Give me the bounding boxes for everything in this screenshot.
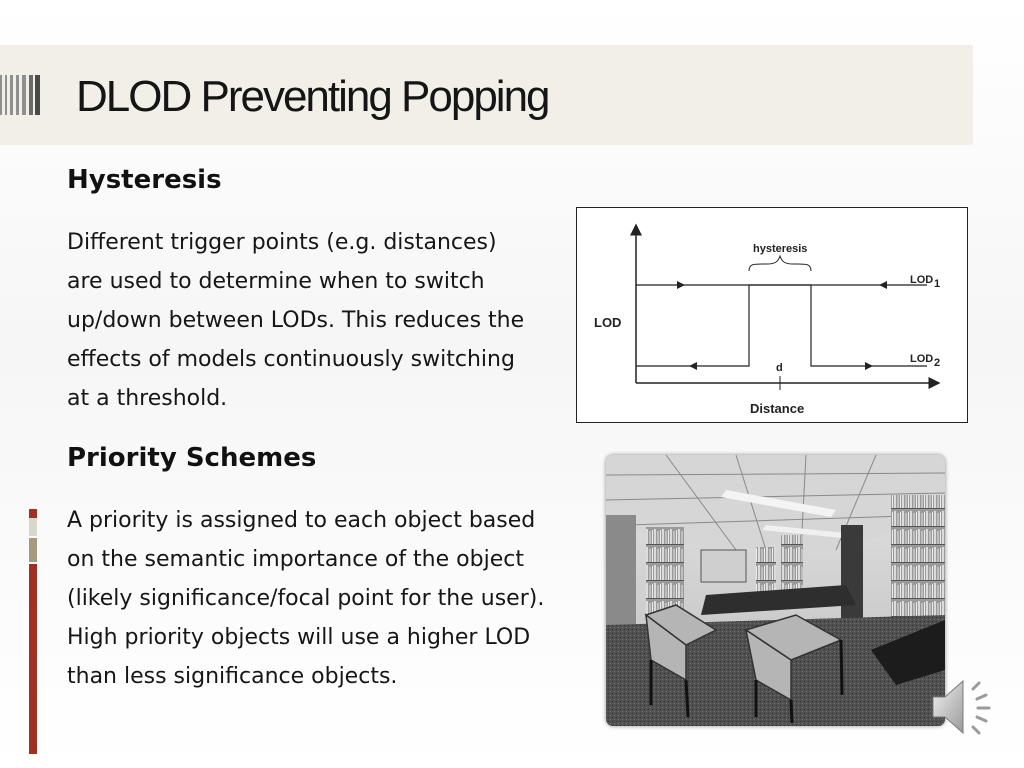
left-accent-bar-tan	[29, 538, 37, 562]
arrow-upper-right	[677, 281, 685, 289]
lod-upper-path	[636, 285, 927, 366]
slide-title: DLOD Preventing Popping	[76, 72, 549, 121]
hysteresis-label: hysteresis	[753, 243, 808, 255]
y-axis-label: LOD	[594, 315, 622, 330]
lod-lower-path	[636, 285, 927, 366]
hysteresis-brace	[749, 256, 811, 271]
arrow-lower-left	[689, 362, 697, 370]
section-body-priority-schemes: A priority is assigned to each object based on the semantic importance of the object (likely significance/focal point for the user). High priority objects will use a higher LOD than less significance objects.	[67, 508, 545, 689]
lod1-label: LOD	[910, 274, 934, 286]
lod2-label: LOD	[910, 353, 934, 365]
lod1-subscript: 1	[934, 278, 941, 290]
arrow-upper-left	[879, 281, 887, 289]
section-heading-hysteresis: Hysteresis	[67, 165, 222, 195]
hysteresis-diagram	[576, 207, 968, 423]
section-body-hysteresis: Different trigger points (e.g. distances) are used to determine when to switch up/down between LODs. This reduces the effects of models continuously switching at a threshold.	[67, 230, 525, 411]
d-label: d	[776, 362, 783, 374]
lod2-subscript: 2	[934, 357, 941, 369]
section-heading-priority-schemes: Priority Schemes	[67, 443, 317, 473]
x-axis-label: Distance	[750, 401, 805, 416]
left-accent-bar-red	[29, 564, 37, 754]
library-interior-image	[606, 455, 945, 726]
left-accent-bar-grey	[29, 518, 37, 536]
left-accent-bar-red-top	[29, 509, 37, 518]
arrow-lower-right	[865, 362, 873, 370]
title-stripes-decoration	[0, 75, 40, 115]
speaker-icon[interactable]	[929, 675, 999, 739]
